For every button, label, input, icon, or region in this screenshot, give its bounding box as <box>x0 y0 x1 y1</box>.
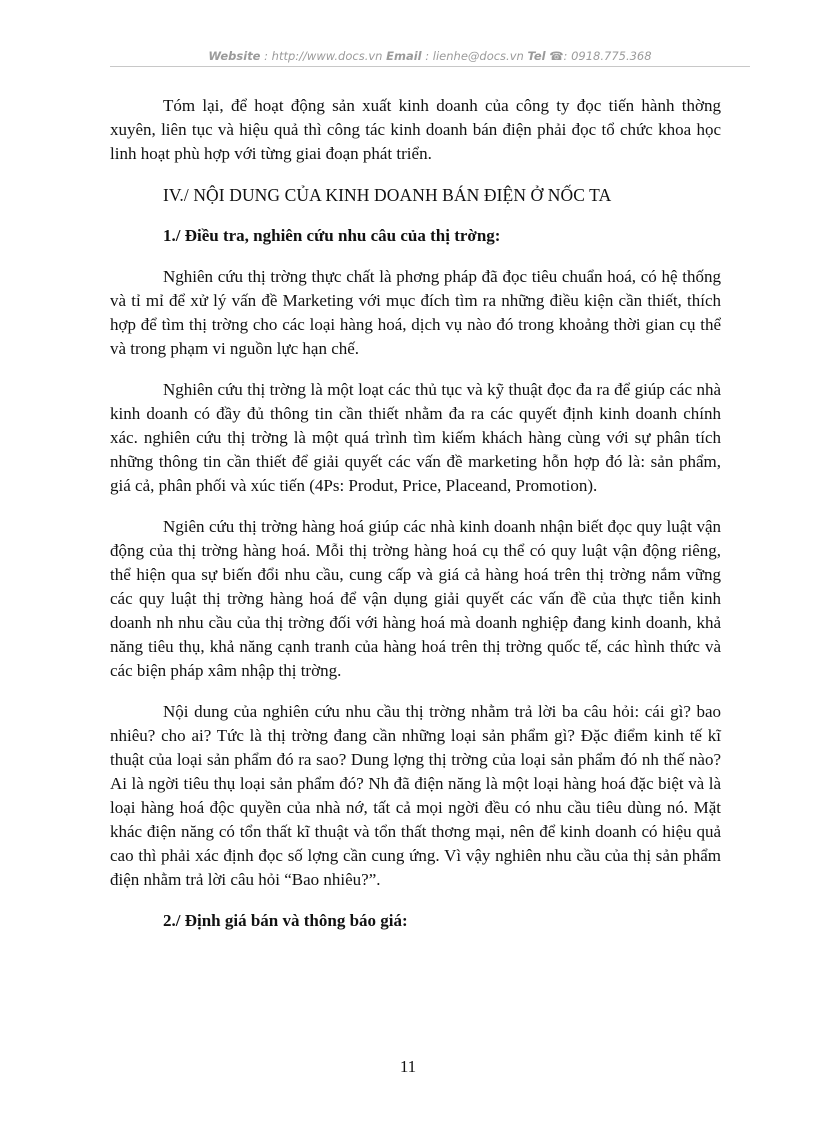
section-heading: IV./ NỘI DUNG CỦA KINH DOANH BÁN ĐIỆN Ở NỐC TA <box>163 185 612 205</box>
email-value: : lienhe@docs.vn <box>421 49 528 63</box>
page-header <box>110 46 750 67</box>
paragraph-summary: Tóm lại, để hoạt động sản xuất kinh doanh của công ty đọc tiến hành thờng xuyên, liên tục và hiệu quả thì công tác kinh doanh bán điện phải đọc tổ chức khoa học linh hoạt phù hợp với từng giai đoạn phát triển. <box>110 96 721 163</box>
page-number: 11 <box>399 1057 417 1076</box>
website-label: Website <box>208 49 261 63</box>
paragraph-research-procedures: Nghiên cứu thị trờng là một loạt các thủ tục và kỹ thuật đọc đa ra để giúp các nhà kinh doanh có đầy đủ thông tin cần thiết nhằm đa ra các quyết định kinh doanh chính xác. nghiên cứu thị trờng là một quá trình tìm kiếm khách hàng cùng với sự phân tích những thông tin cần thiết để giải quyết các vấn đề marketing hỗn hợp đó là: sản phẩm, giá cả, phân phối và xúc tiến (4Ps: Produt, Price, Placeand, Promotion). <box>110 380 721 495</box>
paragraph-research-definition: Nghiên cứu thị trờng thực chất là phơng pháp đã đọc tiêu chuẩn hoá, có hệ thống và tỉ mỉ để xử lý vấn đề Marketing với mục đích tìm ra những điều kiện cần thiết, thích hợp để tìm thị trờng cho các loại hàng hoá, dịch vụ nào đó trong khoảng thời gian cụ thể và trong phạm vi nguồn lực hạn chế. <box>110 267 721 358</box>
paragraph-research-content: Nội dung của nghiên cứu nhu cầu thị trờng nhằm trả lời ba câu hỏi: cái gì? bao nhiêu? cho ai? Tức là thị trờng đang cần những loại sản phẩm gì? Đặc điểm kinh tế kĩ thuật của loại sản phẩm đó ra sao? Dung lợng thị trờng của loại sản phẩm đó nh thế nào? Ai là ngời tiêu thụ loại sản phẩm đó? Nh đã điện năng là một loại hàng hoá đặc biệt và là loại hàng hoá độc quyền của nhà nớ, tất cả mọi ngời đều có nhu cầu tiêu dùng nó. Mặt khác điện năng có tổn thất kĩ thuật và tổn thất thơng mại, nên để kinh doanh có hiệu quả cao thì phải xác định đọc số lợng cần cung ứng. Vì vậy nghiên nhu cầu của thị sản phẩm điện nhằm trả lời câu hỏi “Bao nhiêu?”. <box>110 702 721 889</box>
website-value: : http://www.docs.vn <box>260 49 387 63</box>
tel-label: Tel <box>527 49 546 63</box>
paragraph-market-laws: Ngiên cứu thị trờng hàng hoá giúp các nhà kinh doanh nhận biết đọc quy luật vận động của thị trờng hàng hoá. Mỗi thị trờng hàng hoá cụ thể có quy luật vận động riêng, thể hiện qua sự biến đổi nhu cầu, cung cấp và giá cả hàng hoá trên thị trờng nắm vững các quy luật thị trờng hàng hoá để vận dụng giải quyết các vấn đề của thực tiễn kinh doanh nh nhu cầu của thị trờng đối với hàng hoá mà doanh nghiệp đang kinh doanh, khả năng tiêu thụ, khả năng cạnh tranh của hàng hoá trên thị trờng quốc tế, các hình thức và các biện pháp xâm nhập thị trờng. <box>110 517 721 680</box>
tel-value: : 0918.775.368 <box>563 49 652 63</box>
email-label: Email <box>386 49 422 63</box>
subsection-heading-1: 1./ Điều tra, nghiên cứu nhu câu của thị trờng: <box>163 226 501 245</box>
document-body <box>110 94 721 933</box>
phone-icon: ☎ <box>549 49 564 63</box>
subsection-heading-2: 2./ Định giá bán và thông báo giá: <box>163 911 408 930</box>
